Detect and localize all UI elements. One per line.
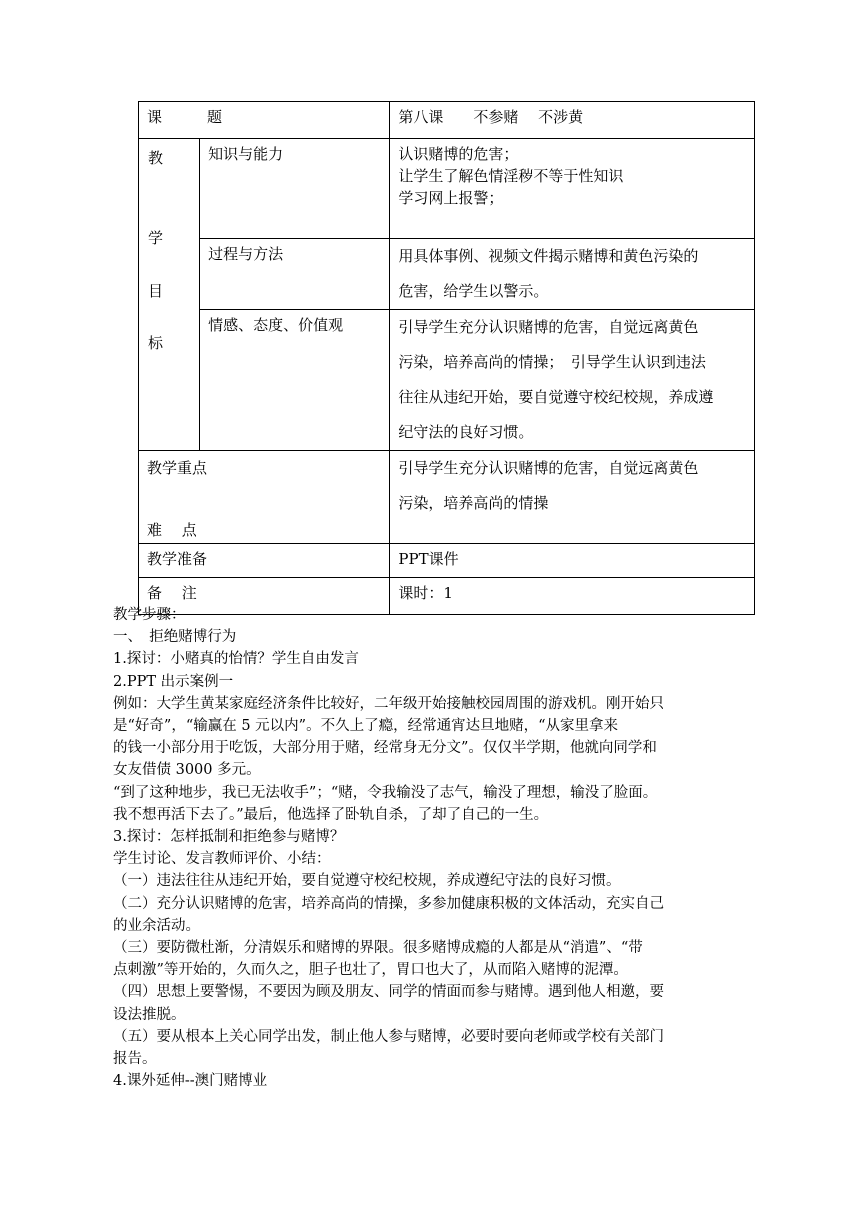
body-line: “到了这种地步，我已无法收手”；“赌，令我输没了志气，输没了理想，输没了脸面。 [113,784,658,801]
objective-label: 情感、态度、价值观 [208,316,344,334]
objectives-label-char: 学 [148,229,164,247]
topic-value-cell [390,102,755,139]
objective-label: 过程与方法 [208,245,284,263]
objective-content [390,239,754,309]
topic-value: 第八课 不参赌 不涉黄 [398,108,584,126]
notes-value: 课时：1 [398,584,453,602]
preparation-label: 教学准备 [147,550,208,568]
objective-row-values [139,310,755,451]
topic-label-cell [139,102,390,139]
body-line: （二）充分认识赌博的危害，培养高尚的情操，多参加健康积极的文体活动，充实自己 [113,895,664,912]
teaching-steps [113,604,753,1092]
objective-content [390,310,754,450]
key-points-line: 引导学生充分认识赌博的危害，自觉远离黄色 [398,459,699,477]
body-line: 报告。 [113,1051,157,1068]
key-points-line: 污染，培养高尚的情操 [398,494,549,512]
objective-label-cell [200,310,390,451]
objective-line: 引导学生充分认识赌博的危害，自觉远离黄色 [398,318,699,336]
body-line: （一）违法往往从违纪开始，要自觉遵守校纪校规，养成遵纪守法的良好习惯。 [113,873,621,890]
objective-row-knowledge [139,139,755,239]
preparation-value-cell [390,544,755,578]
body-line: 女友借债 3000 多元。 [113,762,261,779]
objective-content-cell [390,310,755,451]
key-points-label-cell [139,451,390,544]
body-line: 我不想再活下去了。”最后，他选择了卧轨自杀，了却了自己的一生。 [113,806,549,823]
body-line: （三）要防微杜渐，分清娱乐和赌博的界限。很多赌博成瘾的人都是从“消遣”、“带 [113,940,643,957]
objective-row-process [139,239,755,310]
objective-content-cell [390,239,755,310]
objective-label-cell [200,239,390,310]
body-line: 3.探讨：怎样抵制和拒绝参与赌博？ [113,829,345,846]
objective-line: 学习网上报警； [398,189,504,207]
key-points-label-wrap [139,451,389,543]
topic-row [139,102,755,139]
body-line: 1.探讨：小赌真的怡情？学生自由发言 [113,651,359,668]
notes-label: 备 注 [147,584,197,602]
body-line: 2.PPT 出示案例一 [113,673,234,690]
key-points-label: 教学重点 [147,459,208,477]
objective-line: 用具体事例、视频文件揭示赌博和黄色污染的 [398,247,699,265]
body-line: 点刺激”等开始的，久而久之，胆子也壮了，胃口也大了，从而陷入赌博的泥潭。 [113,962,628,979]
objective-label-cell [200,139,390,239]
body-line: 教学步骤： [113,607,186,623]
objectives-label-cell [139,139,200,451]
body-line: 例如：大学生黄某家庭经济条件比较好，二年级开始接触校园周围的游戏机。刚开始只 [113,695,664,712]
preparation-label-cell [139,544,390,578]
preparation-value: PPT课件 [398,550,459,568]
key-points-content-cell [390,451,755,544]
key-points-content [390,451,754,521]
body-line: 学生讨论、发言教师评价、小结： [113,851,331,868]
objectives-label-char: 目 [148,282,164,300]
preparation-row [139,544,755,578]
body-line: （五）要从根本上关心同学出发，制止他人参与赌博，必要时要向老师或学校有关部门 [113,1028,664,1045]
objective-content-cell [390,139,755,239]
body-line: 一、 拒绝赌博行为 [113,629,237,646]
body-line: （四）思想上要警惕，不要因为顾及朋友、同学的情面而参与赌博。遇到他人相邀，要 [113,984,664,1001]
key-points-row [139,451,755,544]
objectives-label-char: 标 [148,334,164,352]
lesson-plan-table [138,101,755,615]
topic-label: 课 题 [147,108,223,126]
objective-line: 污染，培养高尚的情操； 引导学生认识到违法 [398,353,706,371]
objective-line: 纪守法的良好习惯。 [398,423,534,441]
objective-label: 知识与能力 [208,145,284,163]
body-line: 4.课外延伸--澳门赌博业 [113,1073,268,1090]
body-line: 的钱一小部分用于吃饭，大部分用于赌，经常身无分文”。仅仅半学期，他就向同学和 [113,740,657,757]
objective-content [390,139,754,209]
objectives-label-char: 教 [148,149,164,167]
body-line: 设法推脱。 [113,1006,186,1023]
objective-line: 危害，给学生以警示。 [398,282,549,300]
objective-line: 让学生了解色情淫秽不等于性知识 [398,167,624,185]
difficulty-label: 难 点 [147,521,197,539]
body-line: 是“好奇”，“输赢在 5 元以内”。不久上了瘾，经常通宵达旦地赌，“从家里拿来 [113,718,619,735]
body-line: 的业余活动。 [113,917,200,934]
objective-line: 往往从违纪开始，要自觉遵守校纪校规，养成遵 [398,388,714,406]
objective-line: 认识赌博的危害； [398,145,519,163]
